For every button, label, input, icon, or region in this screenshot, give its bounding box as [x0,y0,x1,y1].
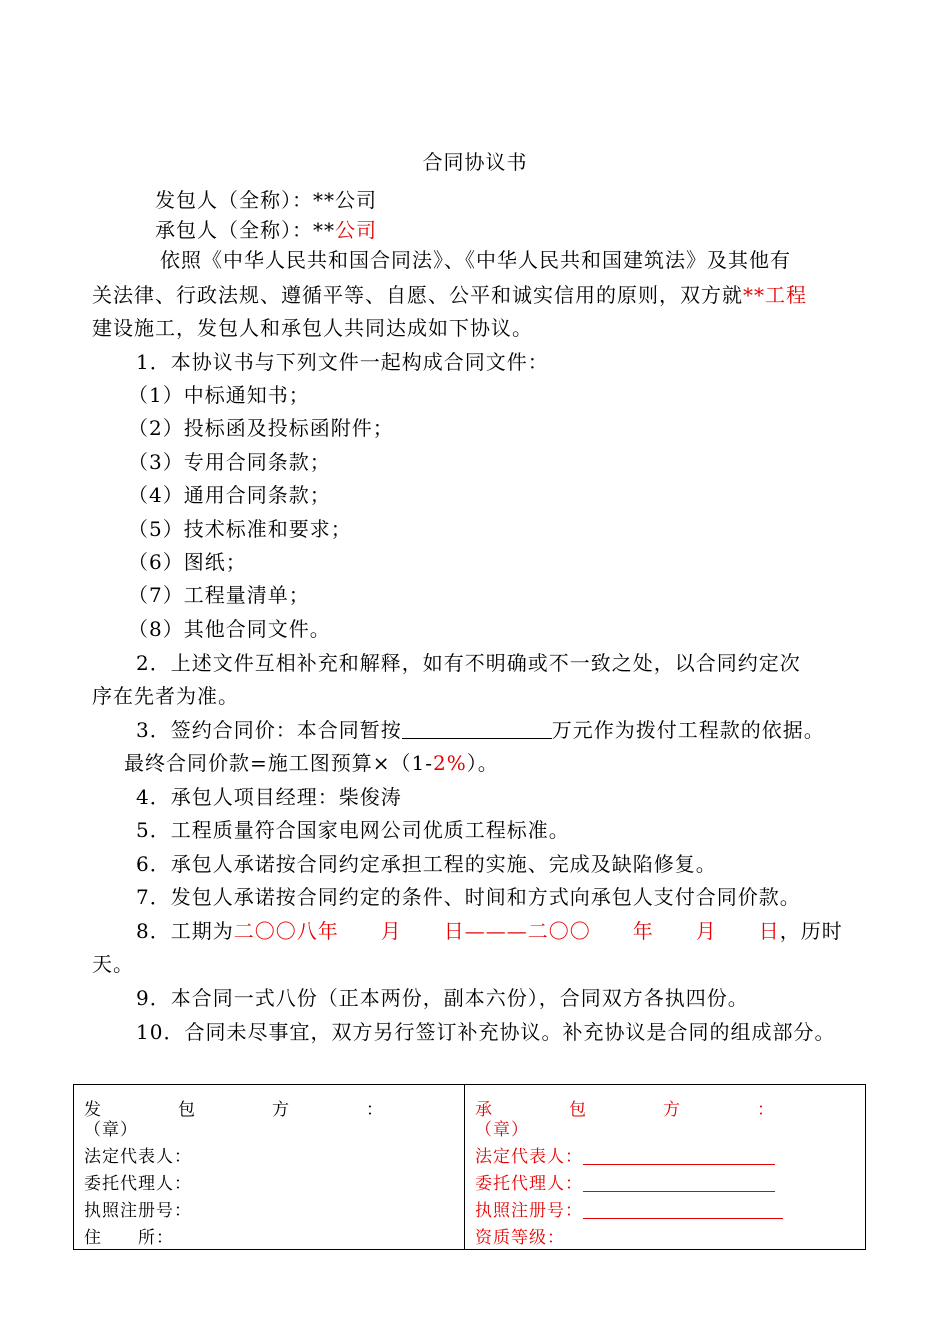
rep-blank [583,1146,775,1165]
party-char: ： [757,1100,775,1120]
clause-1-item: （4）通用合同条款； [128,483,331,507]
contractor-seal: （章） [475,1120,529,1140]
signature-table [73,1084,866,1250]
intro-line-2 [92,281,807,309]
clause-3-prefix: 3．签约合同价：本合同暂按 [136,718,402,742]
contractor-stars: ** [313,218,335,242]
formula-percent: 2% [433,751,467,775]
project-name: **工程 [743,283,807,307]
intro-line-2-text: 关法律、行政法规、遵循平等、自愿、公平和诚实信用的原则，双方就 [92,283,743,307]
clause-5: 5．工程质量符合国家电网公司优质工程标准。 [136,818,570,842]
contract-price-blank [402,718,552,739]
contractor-value: 公司 [335,218,377,242]
party-char: 发 [84,1100,102,1120]
employer-agent: 委托代理人： [84,1174,192,1194]
clause-1-heading: 1．本协议书与下列文件一起构成合同文件： [136,350,549,374]
party-char: 方 [663,1100,681,1120]
employer-seal: （章） [84,1120,138,1140]
clause-1-item: （3）专用合同条款； [128,450,331,474]
employer-address: 住 所： [84,1228,174,1248]
party-char: 包 [178,1100,196,1120]
contractor-license-line [475,1196,783,1221]
clause-3-suffix: 万元作为拨付工程款的依据。 [551,718,825,742]
employer-line [155,186,377,214]
contractor-license: 执照注册号： [475,1201,583,1221]
clause-3-line [136,716,825,744]
intro-line-3: 建设施工，发包人和承包人共同达成如下协议。 [92,316,533,340]
intro-line-1: 依照《中华人民共和国合同法》、《中华人民共和国建筑法》及其他有 [160,248,791,272]
party-char: 方 [272,1100,290,1120]
clause-10: 10．合同未尽事宜，双方另行签订补充协议。补充协议是合同的组成部分。 [136,1020,836,1044]
clause-1-item: （6）图纸； [128,550,247,574]
contractor-agent-line [475,1169,775,1194]
clause-9: 9．本合同一式八份（正本两份，副本六份），合同双方各执四份。 [136,986,749,1010]
clause-1-item: （2）投标函及投标函附件； [128,416,394,440]
party-char: ： [366,1100,384,1120]
construction-period: 二〇〇八年 月 日———二〇〇 年 月 日 [233,919,780,943]
document-title: 合同协议书 [422,150,528,174]
employer-label: 发包人（全称）： [155,188,313,212]
party-char: 包 [569,1100,587,1120]
clause-4: 4．承包人项目经理：柴俊涛 [136,785,402,809]
contractor-rep: 法定代表人： [475,1147,583,1167]
clause-8-line [136,917,843,945]
agent-blank [583,1173,775,1192]
clause-1-item: （8）其他合同文件。 [128,617,331,641]
contractor-line [155,216,377,244]
clause-2-line-2: 序在先者为准。 [92,684,239,708]
clause-1-item: （7）工程量清单； [128,583,310,607]
employer-rep: 法定代表人： [84,1147,192,1167]
employer-value: **公司 [313,188,377,212]
clause-8-line-2: 天。 [92,952,134,976]
clause-1-item: （1）中标通知书； [128,383,310,407]
license-blank [583,1200,783,1219]
contractor-qualification: 资质等级： [475,1228,565,1248]
clause-6: 6．承包人承诺按合同约定承担工程的实施、完成及缺陷修复。 [136,852,717,876]
clause-8-prefix: 8．工期为 [136,919,234,943]
formula-prefix: 最终合同价款=施工图预算×（1- [124,751,433,775]
party-char: 承 [475,1100,493,1120]
formula-suffix: ）。 [466,751,499,775]
final-price-formula [124,749,499,777]
clause-1-item: （5）技术标准和要求； [128,517,352,541]
contractor-rep-line [475,1142,775,1167]
contractor-signature-block [465,1085,865,1249]
contractor-label: 承包人（全称）： [155,218,313,242]
clause-2-line-1: 2．上述文件互相补充和解释，如有不明确或不一致之处，以合同约定次 [136,651,801,675]
employer-signature-block [74,1085,465,1249]
employer-license: 执照注册号： [84,1201,192,1221]
clause-8-suffix: ，历时 [779,919,843,943]
contractor-agent: 委托代理人： [475,1174,583,1194]
clause-7: 7．发包人承诺按合同约定的条件、时间和方式向承包人支付合同价款。 [136,885,801,909]
